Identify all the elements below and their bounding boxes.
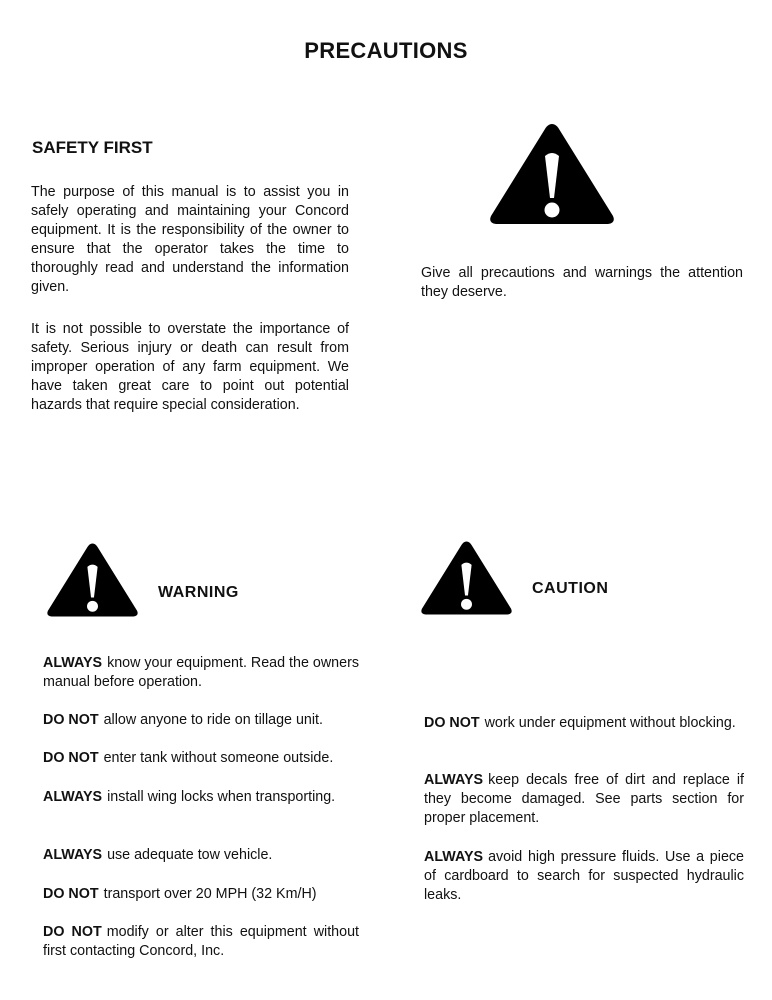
warning-item	[43, 923, 359, 961]
warning-item	[43, 711, 359, 730]
rule-text: transport over 20 MPH (32 Km/H)	[103, 886, 317, 902]
caution-item	[424, 714, 744, 733]
rule-keyword: ALWAYS	[424, 772, 484, 788]
rule-text: know your equipment. Read the owners manual before operation.	[43, 655, 359, 690]
caution-item	[424, 771, 744, 828]
rule-keyword: ALWAYS	[43, 655, 103, 671]
rule-text: use adequate tow vehicle.	[107, 847, 273, 863]
rule-keyword: DO NOT	[424, 715, 480, 731]
rule-text: enter tank without someone outside.	[103, 750, 334, 766]
rule-keyword: DO NOT	[43, 924, 102, 940]
rule-keyword: ALWAYS	[424, 849, 484, 865]
rule-text: modify or alter this equipment without first contacting Concord, Inc.	[43, 924, 359, 959]
rule-text: work under equipment without blocking.	[484, 715, 736, 731]
warning-item	[43, 846, 359, 865]
warning-item	[43, 749, 359, 768]
rule-keyword: DO NOT	[43, 750, 99, 766]
rule-text: keep decals free of dirt and replace if they become damaged. See parts section for proper placement.	[424, 772, 744, 826]
caution-item	[424, 848, 744, 905]
warning-item	[43, 885, 359, 904]
warning-item	[43, 788, 359, 807]
safety-first-heading: SAFETY FIRST	[32, 138, 153, 157]
warning-triangle-icon	[45, 540, 140, 620]
attention-text: Give all precautions and warnings the attention they deserve.	[421, 265, 743, 300]
rule-keyword: DO NOT	[43, 886, 99, 902]
safety-first-paragraph-2: It is not possible to overstate the importance of safety. Serious injury or death can result from improper operation of any farm equipment. We have taken great care to point out potential hazards that require special consideration.	[31, 321, 349, 413]
warning-triangle-icon	[419, 538, 514, 618]
rule-text: avoid high pressure fluids. Use a piece of cardboard to search for suspected hydraulic leaks.	[424, 849, 744, 903]
rule-keyword: ALWAYS	[43, 789, 103, 805]
rule-text: install wing locks when transporting.	[107, 789, 336, 805]
rule-keyword: ALWAYS	[43, 847, 103, 863]
safety-first-paragraph-1: The purpose of this manual is to assist you in safely operating and maintaining your Concord equipment. It is the responsibility of the owner to ensure that the operator takes the time to thoroughly read and understand the information given.	[31, 184, 349, 295]
page-title: PRECAUTIONS	[304, 38, 468, 63]
rule-keyword: DO NOT	[43, 712, 99, 728]
warning-label: WARNING	[158, 584, 239, 601]
warning-triangle-icon	[487, 120, 617, 228]
rule-text: allow anyone to ride on tillage unit.	[103, 712, 323, 728]
caution-label: CAUTION	[532, 580, 609, 597]
warning-item	[43, 654, 359, 692]
